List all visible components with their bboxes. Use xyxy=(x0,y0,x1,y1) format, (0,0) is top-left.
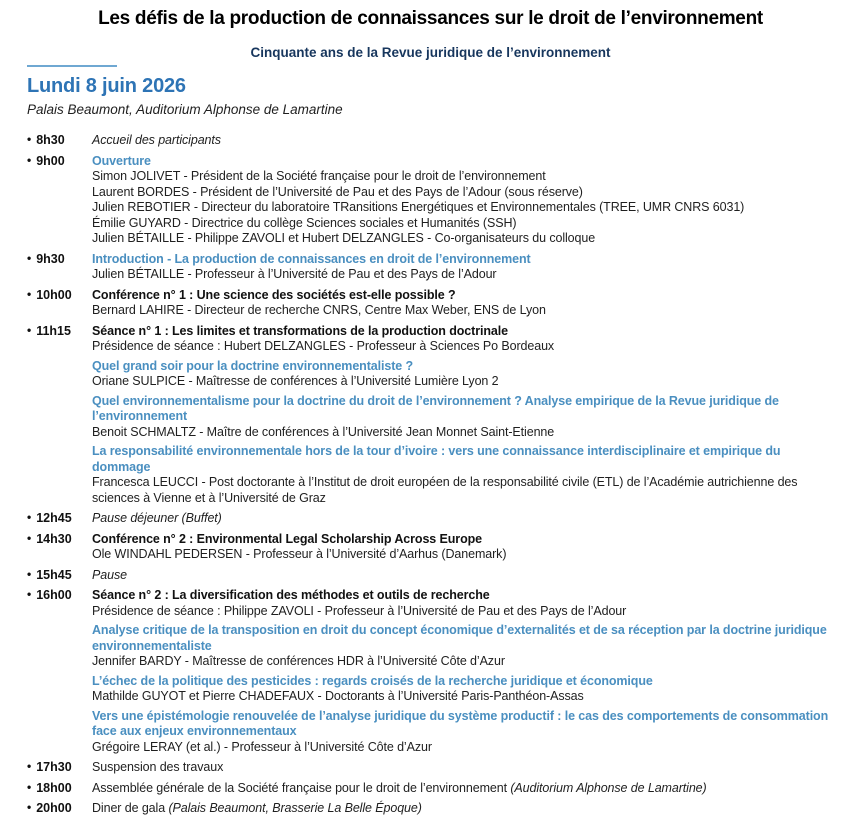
time-label: 12h45 xyxy=(36,511,72,525)
item-content xyxy=(92,760,834,776)
schedule-line xyxy=(92,374,834,390)
time-cell xyxy=(27,288,92,319)
schedule-line xyxy=(92,547,834,563)
schedule-line xyxy=(92,324,834,340)
time-label: 15h45 xyxy=(36,567,72,582)
schedule-line xyxy=(92,425,834,441)
item-content xyxy=(92,324,834,507)
time-cell xyxy=(27,568,92,584)
schedule-line xyxy=(92,532,834,548)
schedule-line xyxy=(92,568,834,584)
schedule-line xyxy=(92,133,834,149)
time-cell xyxy=(27,133,92,149)
text-segment: Laurent BORDES - Président de l’Université de Pau et des Pays de l’Adour (sous réserve) xyxy=(92,184,583,199)
time-cell xyxy=(27,801,92,817)
schedule-line xyxy=(92,267,834,283)
text-segment: Pause déjeuner (Buffet) xyxy=(92,511,222,525)
schedule-line xyxy=(92,801,834,817)
schedule-line xyxy=(92,185,834,201)
bullet-icon: • xyxy=(27,286,32,301)
time-label: 17h30 xyxy=(36,760,72,774)
text-segment: Julien REBOTIER - Directeur du laboratoire TRansitions Energétiques et Environnementales (TREE, UMR CNRS 6031) xyxy=(92,200,745,214)
time-label: 16h00 xyxy=(36,588,72,602)
text-segment: Ouverture xyxy=(92,153,151,168)
schedule-line xyxy=(92,200,834,216)
schedule-item xyxy=(27,801,834,817)
schedule-item xyxy=(27,532,834,563)
item-content xyxy=(92,252,834,283)
schedule-line xyxy=(92,216,834,232)
schedule-item xyxy=(27,288,834,319)
time-cell xyxy=(27,252,92,283)
schedule-line xyxy=(92,394,834,425)
text-segment: Présidence de séance : Philippe ZAVOLI - Professeur à l’Université de Pau et des Pays de l’Adour xyxy=(92,603,627,618)
item-content xyxy=(92,532,834,563)
schedule-line xyxy=(92,231,834,247)
time-label: 11h15 xyxy=(36,323,71,338)
schedule-line xyxy=(92,689,834,705)
schedule-line xyxy=(92,709,834,740)
schedule-line xyxy=(92,475,834,506)
time-cell xyxy=(27,511,92,527)
text-segment: Vers une épistémologie renouvelée de l’analyse juridique du système productif : le cas des comportements de consommation face aux enjeux environnementaux xyxy=(92,708,829,738)
schedule-line xyxy=(92,623,834,654)
text-segment: Mathilde GUYOT et Pierre CHADEFAUX - Doctorants à l’Université Paris-Panthéon-Assas xyxy=(92,689,584,703)
schedule-item xyxy=(27,588,834,755)
text-segment: Présidence de séance : Hubert DELZANGLES - Professeur à Sciences Po Bordeaux xyxy=(92,339,555,353)
item-content xyxy=(92,133,834,149)
item-content xyxy=(92,154,834,247)
bullet-icon: • xyxy=(27,587,32,601)
time-cell xyxy=(27,154,92,247)
schedule-item xyxy=(27,154,834,247)
text-segment: Conférence n° 2 : Environmental Legal Scholarship Across Europe xyxy=(92,531,482,546)
bullet-icon: • xyxy=(27,800,32,814)
schedule-list xyxy=(27,133,834,817)
schedule-line xyxy=(92,588,834,604)
time-label: 20h00 xyxy=(36,801,72,815)
schedule-item xyxy=(27,252,834,283)
time-cell xyxy=(27,760,92,776)
text-segment: Bernard LAHIRE - Directeur de recherche CNRS, Centre Max Weber, ENS de Lyon xyxy=(92,303,546,317)
text-segment: Pause xyxy=(92,567,127,582)
schedule-item xyxy=(27,760,834,776)
bullet-icon: • xyxy=(27,759,32,773)
text-segment: Simon JOLIVET - Président de la Société française pour le droit de l’environnement xyxy=(92,169,546,183)
schedule-line xyxy=(92,511,834,527)
text-segment: Analyse critique de la transposition en droit du concept économique d’externalités et de sa réception par la doctrine juridique environnementaliste xyxy=(92,623,827,653)
bullet-icon: • xyxy=(27,566,32,581)
schedule-line xyxy=(92,359,834,375)
time-label: 10h00 xyxy=(36,287,72,302)
bullet-icon: • xyxy=(27,530,32,545)
time-label: 8h30 xyxy=(36,133,65,147)
text-segment: (Auditorium Alphonse de Lamartine) xyxy=(510,780,707,795)
bullet-icon: • xyxy=(27,779,32,794)
schedule-item xyxy=(27,511,834,527)
text-segment: La responsabilité environnementale hors de la tour d’ivoire : vers une connaissance interdisciplinaire et empirique du dommage xyxy=(92,444,781,474)
text-segment: Quel grand soir pour la doctrine environnementaliste ? xyxy=(92,358,414,373)
item-content xyxy=(92,568,834,584)
text-segment: Émilie GUYARD - Directrice du collège Sciences sociales et Humanités (SSH) xyxy=(92,215,517,230)
schedule-line xyxy=(92,604,834,620)
schedule-line xyxy=(92,444,834,475)
schedule-item xyxy=(27,568,834,584)
document-header xyxy=(27,6,834,61)
text-segment: Suspension des travaux xyxy=(92,760,224,774)
text-segment: Séance n° 2 : La diversification des méthodes et outils de recherche xyxy=(92,588,490,602)
schedule-item xyxy=(27,133,834,149)
time-cell xyxy=(27,781,92,797)
text-segment: (Palais Beaumont, Brasserie La Belle Époque) xyxy=(168,801,422,815)
item-content xyxy=(92,511,834,527)
text-segment: Oriane SULPICE - Maîtresse de conférences à l’Université Lumière Lyon 2 xyxy=(92,374,499,388)
text-segment: L’échec de la politique des pesticides : regards croisés de la recherche juridique et économique xyxy=(92,673,653,688)
time-label: 9h00 xyxy=(36,153,65,168)
time-cell xyxy=(27,324,92,507)
text-segment: Grégoire LERAY (et al.) - Professeur à l’Université Côte d’Azur xyxy=(92,739,432,754)
bullet-icon: • xyxy=(27,132,32,146)
text-segment: Julien BÉTAILLE - Professeur à l’Université de Pau et des Pays de l’Adour xyxy=(92,267,497,281)
text-segment: Quel environnementalisme pour la doctrine du droit de l’environnement ? Analyse empirique de la Revue juridique de l’environnement xyxy=(92,393,779,423)
item-content xyxy=(92,781,834,797)
schedule-item xyxy=(27,781,834,797)
day-divider-line xyxy=(27,65,117,67)
schedule-line xyxy=(92,760,834,776)
schedule-line xyxy=(92,303,834,319)
document-title: Les défis de la production de connaissances sur le droit de l’environnement xyxy=(98,8,763,29)
schedule-line xyxy=(92,781,834,797)
time-cell xyxy=(27,532,92,563)
text-segment: Assemblée générale de la Société française pour le droit de l’environnement xyxy=(92,780,511,795)
item-content xyxy=(92,288,834,319)
schedule-line xyxy=(92,674,834,690)
text-segment: Julien BÉTAILLE - Philippe ZAVOLI et Hubert DELZANGLES - Co-organisateurs du colloque xyxy=(92,231,596,245)
text-segment: Introduction - La production de connaissances en droit de l’environnement xyxy=(92,251,531,266)
text-segment: Francesca LEUCCI - Post doctorante à l’Institut de droit européen de la responsabilité civile (ETL) de l’Académie autrichienne des sciences à Vienne et à l’Université de Graz xyxy=(92,475,798,505)
text-segment: Conférence n° 1 : Une science des sociétés est-elle possible ? xyxy=(92,287,456,302)
schedule-line xyxy=(92,654,834,670)
schedule-line xyxy=(92,288,834,304)
item-content xyxy=(92,801,834,817)
day-heading: Lundi 8 juin 2026 xyxy=(27,75,186,97)
text-segment: Benoit SCHMALTZ - Maître de conférences à l’Université Jean Monnet Saint-Etienne xyxy=(92,424,555,439)
schedule-line xyxy=(92,169,834,185)
time-label: 18h00 xyxy=(36,780,72,795)
schedule-line xyxy=(92,740,834,756)
venue-line: Palais Beaumont, Auditorium Alphonse de Lamartine xyxy=(27,102,343,117)
text-segment: Jennifer BARDY - Maîtresse de conférences HDR à l’Université Côte d’Azur xyxy=(92,654,505,668)
item-content xyxy=(92,588,834,755)
bullet-icon: • xyxy=(27,510,32,524)
bullet-icon: • xyxy=(27,322,32,337)
time-cell xyxy=(27,588,92,755)
text-segment: Diner de gala xyxy=(92,801,169,815)
bullet-icon: • xyxy=(27,250,32,265)
text-segment: Ole WINDAHL PEDERSEN - Professeur à l’Université d’Aarhus (Danemark) xyxy=(92,547,507,561)
schedule-line xyxy=(92,339,834,355)
time-label: 9h30 xyxy=(36,251,65,266)
document-subtitle: Cinquante ans de la Revue juridique de l’environnement xyxy=(250,45,611,60)
schedule-line xyxy=(92,154,834,170)
time-label: 14h30 xyxy=(36,531,72,546)
text-segment: Accueil des participants xyxy=(92,133,221,147)
schedule-line xyxy=(92,252,834,268)
bullet-icon: • xyxy=(27,152,32,167)
schedule-item xyxy=(27,324,834,507)
text-segment: Séance n° 1 : Les limites et transformations de la production doctrinale xyxy=(92,323,508,338)
